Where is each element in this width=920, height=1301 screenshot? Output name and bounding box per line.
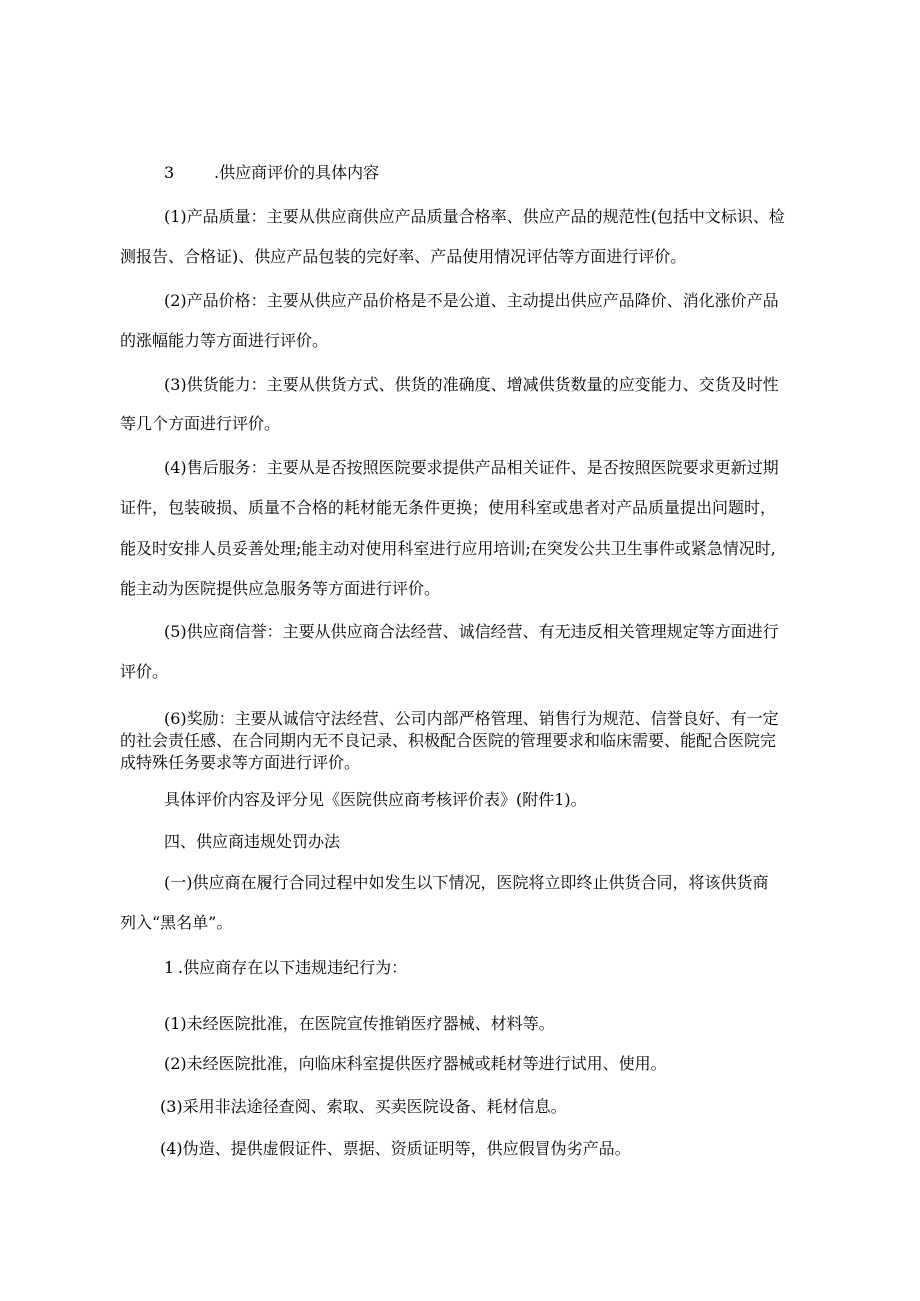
evaluation-reference: 具体评价内容及评分见《医院供应商考核评价表》(附件1)。	[164, 790, 587, 809]
violation-heading	[164, 958, 407, 978]
item-5-line-2: 评价。	[120, 662, 169, 681]
subsection-1-line-2: 列入“黑名单”。	[120, 913, 233, 932]
item-2-line-2: 的涨幅能力等方面进行评价。	[120, 331, 329, 350]
item-4-line-3: 能及时安排人员妥善处理;能主动对使用科室进行应用培训;在突发公共卫生事件或紧急情况时,	[120, 539, 776, 558]
item-4-line-4: 能主动为医院提供应急服务等方面进行评价。	[120, 579, 441, 598]
violation-item: (1)未经医院批准，在医院宣传推销医疗器械、材料等。	[164, 1014, 555, 1033]
section-3-heading	[164, 163, 379, 183]
section-title: .供应商评价的具体内容	[214, 163, 380, 182]
violation-item: (3)采用非法途径查阅、索取、买卖医院设备、耗材信息。	[160, 1097, 567, 1116]
item-1-line-1: (1)产品质量：主要从供应商供应产品质量合格率、供应产品的规范性(包括中文标识、检	[164, 207, 785, 226]
item-3-line-1: (3)供货能力：主要从供货方式、供货的准确度、增减供货数量的应变能力、交货及时性	[164, 375, 779, 394]
section-4-title: 四、供应商违规处罚办法	[164, 832, 341, 851]
subsection-1-line-1: (一)供应商在履行合同过程中如发生以下情况，医院将立即终止供货合同，将该供货商	[164, 873, 769, 892]
section-number: 3	[164, 163, 175, 182]
item-6-line-1: (6)奖励：主要从诚信守法经营、公司内部严格管理、销售行为规范、信誉良好、有一定	[164, 709, 779, 728]
violation-item: (4)伪造、提供虚假证件、票据、资质证明等，供应假冒伪劣产品。	[160, 1139, 631, 1158]
item-1-line-2: 测报告、合格证)、供应产品包装的完好率、产品使用情况评估等方面进行评价。	[120, 247, 687, 266]
item-6-line-2: 的社会责任感、在合同期内无不良记录、积极配合医院的管理要求和临床需要、能配合医院完	[120, 731, 777, 750]
violation-heading-number: 1	[164, 958, 175, 977]
item-4-line-2: 证件，包装破损、质量不合格的耗材能无条件更换；使用科室或患者对产品质量提出问题时，	[120, 498, 777, 517]
violation-item: (2)未经医院批准，向临床科室提供医疗器械或耗材等进行试用、使用。	[164, 1054, 667, 1073]
violation-heading-text: .供应商存在以下违规违纪行为：	[178, 958, 408, 977]
item-4-line-1: (4)售后服务：主要从是否按照医院要求提供产品相关证件、是否按照医院要求更新过期	[164, 458, 779, 477]
item-6-line-3: 成特殊任务要求等方面进行评价。	[120, 753, 361, 772]
item-5-line-1: (5)供应商信誉：主要从供应商合法经营、诚信经营、有无违反相关管理规定等方面进行	[164, 622, 779, 641]
item-2-line-1: (2)产品价格：主要从供应产品价格是不是公道、主动提出供应产品降价、消化涨价产品	[164, 291, 779, 310]
item-3-line-2: 等几个方面进行评价。	[120, 414, 281, 433]
